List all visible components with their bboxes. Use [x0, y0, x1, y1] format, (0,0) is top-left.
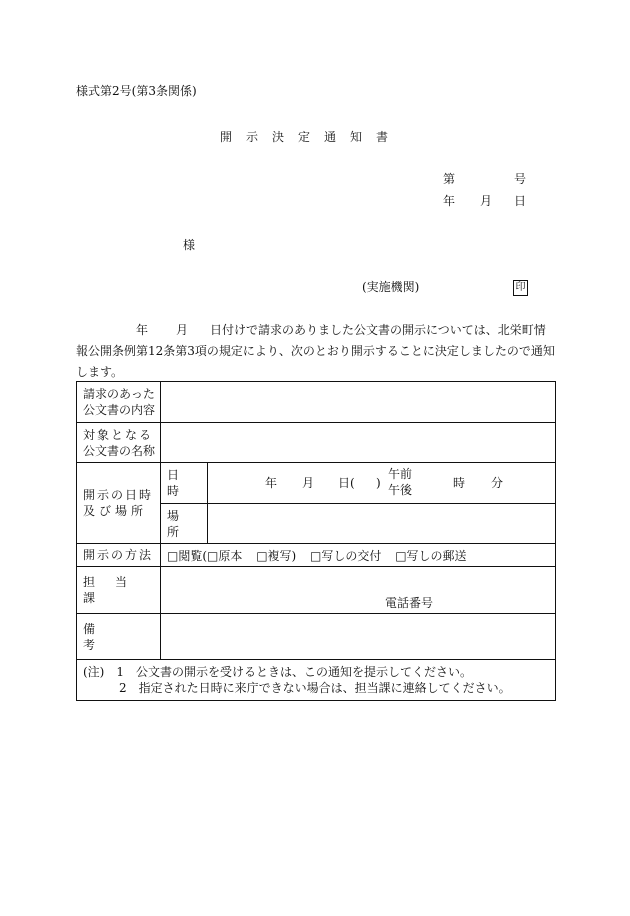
label-place [161, 504, 208, 544]
label-line: 開示の日時 [83, 488, 154, 502]
section-field[interactable] [161, 567, 556, 614]
place-label-text: 場所 [167, 508, 194, 539]
section-label-text: 担当課 [83, 575, 148, 605]
label-datetime-place [77, 463, 161, 544]
method-label-text: 開示の方法 [83, 548, 154, 562]
request-content-field[interactable] [161, 382, 556, 423]
method-option-deliver[interactable]: □写しの交付 [310, 548, 382, 563]
label-remarks [77, 614, 161, 660]
dt-year: 年 [265, 476, 278, 490]
disclosure-table [76, 381, 556, 701]
place-field[interactable] [208, 504, 556, 544]
dt-am: 午前 [388, 467, 413, 481]
body-paragraph [76, 320, 556, 383]
method-option-view[interactable]: □閲覧(□原本 [167, 548, 243, 563]
date-day: 日 [514, 194, 527, 208]
remarks-label-text: 備考 [83, 621, 142, 652]
method-option-mail[interactable]: □写しの郵送 [395, 548, 467, 563]
date-month: 月 [480, 194, 493, 208]
note-line-1: (注) 1 公文書の開示を受けるときは、この通知を提示してください。 [83, 665, 473, 679]
label-section [77, 567, 161, 614]
body-year: 年 [136, 323, 149, 337]
table-row-remarks [77, 614, 556, 660]
dt-close: ) [376, 476, 381, 490]
datetime-field[interactable] [208, 463, 556, 504]
agency-label: (実施機関) [362, 280, 420, 294]
label-line: 公文書の名称 [83, 443, 156, 458]
addressee-suffix: 様 [183, 238, 196, 252]
form-number: 様式第2号(第3条関係) [76, 84, 197, 98]
datetime-label-text: 日時 [167, 468, 194, 498]
seal-stamp: 印 [513, 280, 528, 296]
dt-minute: 分 [491, 476, 504, 490]
label-line: 対象となる [83, 427, 154, 442]
doc-number-prefix: 第 [443, 172, 456, 186]
table-row-method [77, 544, 556, 567]
label-line: 公文書の内容 [83, 403, 156, 417]
table-row-section [77, 567, 556, 614]
label-line: 請求のあった [83, 387, 155, 401]
page-title: 開 示 決 定 通 知 書 [220, 130, 390, 144]
note-line-2: 2 指定された日時に来庁できない場合は、担当課に連絡してください。 [83, 681, 511, 695]
label-request-content [77, 382, 161, 423]
datetime-content [208, 463, 555, 503]
table-row-notes [77, 660, 556, 701]
date-year: 年 [443, 194, 456, 208]
dt-pm: 午後 [388, 483, 413, 497]
doc-number-suffix: 号 [514, 172, 527, 186]
table-row-datetime [77, 463, 556, 504]
dt-day: 日( [338, 476, 355, 490]
label-method [77, 544, 161, 567]
body-text: 日付けで請求のありました公文書の開示については、北栄町情報公開条例第12条第3項の規定により、次のとおり開示することに決定しましたので通知します。 [76, 323, 555, 379]
body-month: 月 [176, 323, 189, 337]
table-row-document-name [77, 423, 556, 463]
label-datetime [161, 463, 208, 504]
seal-mark [513, 278, 528, 296]
phone-label: 電話番号 [385, 596, 434, 610]
section-content [161, 567, 555, 613]
table-row-request-content [77, 382, 556, 423]
method-options [161, 544, 556, 567]
dt-month: 月 [302, 476, 315, 490]
label-line: 及び場所 [83, 504, 148, 518]
method-option-copy[interactable]: □複写) [256, 548, 297, 563]
label-document-name [77, 423, 161, 463]
document-name-field[interactable] [161, 423, 556, 463]
dt-hour: 時 [453, 476, 466, 490]
notes-cell [77, 660, 556, 701]
remarks-field[interactable] [161, 614, 556, 660]
